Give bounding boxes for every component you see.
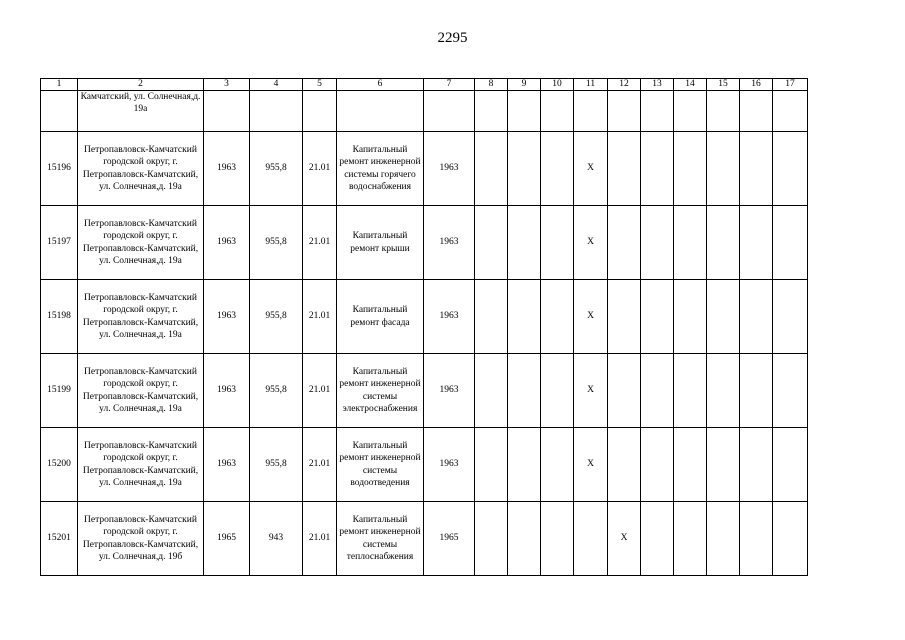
cell-empty: [541, 428, 574, 502]
column-header: 4: [250, 79, 303, 91]
cell-empty: [303, 91, 337, 132]
cell-area: 955,8: [250, 132, 303, 206]
cell-empty: [773, 280, 808, 354]
cell-empty: [475, 132, 508, 206]
cell-empty: [740, 91, 773, 132]
cell-empty: [475, 428, 508, 502]
cell-empty: [773, 91, 808, 132]
cell-empty: [508, 502, 541, 576]
table-row: [41, 502, 808, 576]
cell-empty: [541, 354, 574, 428]
cell-empty: [608, 91, 641, 132]
cell-empty: [773, 132, 808, 206]
cell-mark-11: X: [574, 206, 608, 280]
cell-year: 1965: [424, 502, 475, 576]
cell-empty: [674, 91, 707, 132]
cell-empty: [475, 280, 508, 354]
cell-area: 955,8: [250, 280, 303, 354]
cell-area: 955,8: [250, 354, 303, 428]
cell-empty: [707, 280, 740, 354]
cell-empty: [641, 132, 674, 206]
cell-year-built: 1963: [204, 206, 250, 280]
cell-year: 1963: [424, 428, 475, 502]
cell-code: 21.01: [303, 280, 337, 354]
column-header: 15: [707, 79, 740, 91]
cell-empty: [475, 502, 508, 576]
cell-empty: [773, 502, 808, 576]
continuation-row: [41, 91, 808, 132]
cell-id: 15199: [41, 354, 78, 428]
cell-work-type: Капитальный ремонт фасада: [337, 280, 424, 354]
cell-address: Петропавловск-Камчатский городской округ, г. Петропавловск-Камчатский, ул. Солнечная,д. 19а: [78, 354, 204, 428]
column-header: 3: [204, 79, 250, 91]
column-header: 7: [424, 79, 475, 91]
cell-empty: [641, 354, 674, 428]
cell-address: Петропавловск-Камчатский городской округ, г. Петропавловск-Камчатский, ул. Солнечная,д. 19а: [78, 280, 204, 354]
cell-code: 21.01: [303, 502, 337, 576]
cell-year-built: 1965: [204, 502, 250, 576]
page-number: 2295: [437, 30, 468, 46]
cell-work-type: Капитальный ремонт инженерной системы теплоснабжения: [337, 502, 424, 576]
column-number-row: [41, 79, 808, 91]
cell-empty: [740, 280, 773, 354]
cell-year: 1963: [424, 280, 475, 354]
cell-empty: [674, 354, 707, 428]
table-row: [41, 428, 808, 502]
cell-empty: [508, 132, 541, 206]
cell-empty: [541, 280, 574, 354]
cell-year-built: 1963: [204, 132, 250, 206]
cell-code: 21.01: [303, 354, 337, 428]
cell-mark-11: X: [574, 280, 608, 354]
cell-empty: [707, 132, 740, 206]
cell-empty: [641, 428, 674, 502]
cell-year-built: 1963: [204, 428, 250, 502]
cell-mark-12: [608, 280, 641, 354]
cell-mark-12: [608, 132, 641, 206]
cell-empty: [773, 354, 808, 428]
cell-empty: [508, 91, 541, 132]
table-row: [41, 354, 808, 428]
cell-id: 15201: [41, 502, 78, 576]
cell-empty: [641, 502, 674, 576]
cell-empty: [707, 428, 740, 502]
cell-mark-11: X: [574, 428, 608, 502]
cell-empty: [674, 428, 707, 502]
cell-mark-12: X: [608, 502, 641, 576]
table-row: [41, 206, 808, 280]
column-header: 14: [674, 79, 707, 91]
cell-id: 15198: [41, 280, 78, 354]
cell-id: 15200: [41, 428, 78, 502]
column-header: 1: [41, 79, 78, 91]
column-header: 11: [574, 79, 608, 91]
cell-empty: [707, 502, 740, 576]
cell-empty: [424, 91, 475, 132]
cell-empty: [773, 206, 808, 280]
cell-empty: [707, 91, 740, 132]
cell-empty: [707, 354, 740, 428]
column-header: 16: [740, 79, 773, 91]
table-row: [41, 280, 808, 354]
cell-empty: [508, 206, 541, 280]
cell-empty: [508, 354, 541, 428]
cell-mark-12: [608, 354, 641, 428]
table-row: [41, 132, 808, 206]
cell-id: 15197: [41, 206, 78, 280]
cell-empty: [740, 132, 773, 206]
cell-empty: [740, 428, 773, 502]
column-header: 12: [608, 79, 641, 91]
cell-empty: [508, 428, 541, 502]
cell-id: [41, 91, 78, 132]
cell-empty: [337, 91, 424, 132]
column-header: 17: [773, 79, 808, 91]
cell-empty: [674, 280, 707, 354]
cell-code: 21.01: [303, 132, 337, 206]
cell-empty: [541, 132, 574, 206]
cell-empty: [574, 91, 608, 132]
cell-id: 15196: [41, 132, 78, 206]
cell-year-built: 1963: [204, 354, 250, 428]
cell-year: 1963: [424, 206, 475, 280]
cell-mark-11: [574, 502, 608, 576]
cell-mark-12: [608, 428, 641, 502]
cell-empty: [674, 502, 707, 576]
cell-empty: [674, 206, 707, 280]
cell-empty: [541, 206, 574, 280]
cell-year: 1963: [424, 354, 475, 428]
capital-repair-table: [40, 78, 808, 576]
cell-empty: [740, 502, 773, 576]
cell-empty: [740, 354, 773, 428]
cell-empty: [641, 206, 674, 280]
cell-work-type: Капитальный ремонт инженерной системы горячего водоснабжения: [337, 132, 424, 206]
cell-empty: [475, 206, 508, 280]
cell-empty: [641, 280, 674, 354]
cell-mark-12: [608, 206, 641, 280]
cell-empty: [707, 206, 740, 280]
cell-empty: [674, 132, 707, 206]
cell-year: 1963: [424, 132, 475, 206]
column-header: 2: [78, 79, 204, 91]
cell-empty: [508, 280, 541, 354]
cell-area: 943: [250, 502, 303, 576]
cell-empty: [475, 354, 508, 428]
cell-empty: [541, 502, 574, 576]
cell-empty: [250, 91, 303, 132]
cell-empty: [773, 428, 808, 502]
cell-work-type: Капитальный ремонт инженерной системы водоотведения: [337, 428, 424, 502]
cell-address: Петропавловск-Камчатский городской округ, г. Петропавловск-Камчатский, ул. Солнечная,д. 19а: [78, 428, 204, 502]
cell-empty: [204, 91, 250, 132]
column-header: 10: [541, 79, 574, 91]
cell-empty: [740, 206, 773, 280]
cell-address: Камчатский, ул. Солнечная,д. 19а: [78, 91, 204, 132]
column-header: 5: [303, 79, 337, 91]
cell-area: 955,8: [250, 428, 303, 502]
cell-empty: [641, 91, 674, 132]
column-header: 13: [641, 79, 674, 91]
cell-work-type: Капитальный ремонт крыши: [337, 206, 424, 280]
cell-address: Петропавловск-Камчатский городской округ, г. Петропавловск-Камчатский, ул. Солнечная,д. 19а: [78, 132, 204, 206]
cell-address: Петропавловск-Камчатский городской округ, г. Петропавловск-Камчатский, ул. Солнечная,д. 19б: [78, 502, 204, 576]
cell-empty: [475, 91, 508, 132]
column-header: 6: [337, 79, 424, 91]
cell-code: 21.01: [303, 428, 337, 502]
cell-work-type: Капитальный ремонт инженерной системы электроснабжения: [337, 354, 424, 428]
column-header: 9: [508, 79, 541, 91]
column-header: 8: [475, 79, 508, 91]
cell-area: 955,8: [250, 206, 303, 280]
cell-mark-11: X: [574, 132, 608, 206]
cell-year-built: 1963: [204, 280, 250, 354]
cell-empty: [541, 91, 574, 132]
cell-mark-11: X: [574, 354, 608, 428]
cell-code: 21.01: [303, 206, 337, 280]
cell-address: Петропавловск-Камчатский городской округ, г. Петропавловск-Камчатский, ул. Солнечная,д. 19а: [78, 206, 204, 280]
